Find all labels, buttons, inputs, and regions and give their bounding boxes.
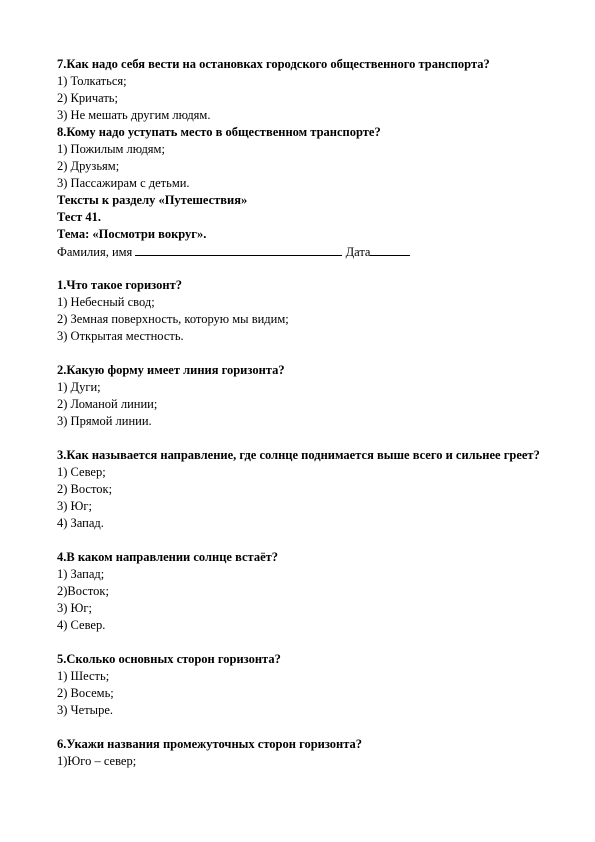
q6-option-1: 1)Юго – север; <box>57 754 137 768</box>
spacer <box>57 260 557 277</box>
q4-option-3: 3) Юг; <box>57 601 92 615</box>
q1-option-1: 1) Небесный свод; <box>57 295 155 309</box>
question-8: 8.Кому надо уступать место в общественном транспорте? <box>57 125 381 139</box>
question-7: 7.Как надо себя вести на остановках городского общественного транспорта? <box>57 57 490 71</box>
spacer <box>57 430 557 447</box>
q5-option-1: 1) Шесть; <box>57 669 110 683</box>
spacer <box>57 532 557 549</box>
q7-option-2: 2) Кричать; <box>57 91 118 105</box>
q4-option-4: 4) Север. <box>57 618 106 632</box>
worksheet-page <box>57 56 557 770</box>
q3-option-4: 4) Запад. <box>57 516 104 530</box>
date-field[interactable] <box>370 243 410 256</box>
q3-option-2: 2) Восток; <box>57 482 113 496</box>
q7-option-1: 1) Толкаться; <box>57 74 127 88</box>
name-date-row <box>57 243 557 260</box>
question-2: 2.Какую форму имеет линия горизонта? <box>57 363 285 377</box>
test-number: Тест 41. <box>57 210 102 224</box>
q5-option-3: 3) Четыре. <box>57 703 113 717</box>
q2-option-2: 2) Ломаной линии; <box>57 397 158 411</box>
question-3: 3.Как называется направление, где солнце поднимается выше всего и сильнее греет? <box>57 448 540 462</box>
question-1: 1.Что такое горизонт? <box>57 278 182 292</box>
question-4: 4.В каком направлении солнце встаёт? <box>57 550 279 564</box>
q4-option-1: 1) Запад; <box>57 567 105 581</box>
q2-option-1: 1) Дуги; <box>57 380 101 394</box>
q2-option-3: 3) Прямой линии. <box>57 414 152 428</box>
q8-option-2: 2) Друзьям; <box>57 159 120 173</box>
q8-option-3: 3) Пассажирам с детьми. <box>57 176 190 190</box>
q3-option-1: 1) Север; <box>57 465 106 479</box>
test-topic: Тема: «Посмотри вокруг». <box>57 227 207 241</box>
q1-option-3: 3) Открытая местность. <box>57 329 184 343</box>
spacer <box>57 719 557 736</box>
spacer <box>57 345 557 362</box>
question-5: 5.Сколько основных сторон горизонта? <box>57 652 281 666</box>
name-field[interactable] <box>135 243 342 256</box>
q3-option-3: 3) Юг; <box>57 499 92 513</box>
q5-option-2: 2) Восемь; <box>57 686 114 700</box>
question-6: 6.Укажи названия промежуточных сторон горизонта? <box>57 737 363 751</box>
section-heading: Тексты к разделу «Путешествия» <box>57 193 248 207</box>
date-label: Дата <box>345 245 371 259</box>
q8-option-1: 1) Пожилым людям; <box>57 142 165 156</box>
q4-option-2: 2)Восток; <box>57 584 109 598</box>
name-label: Фамилия, имя <box>57 245 133 259</box>
q1-option-2: 2) Земная поверхность, которую мы видим; <box>57 312 289 326</box>
q7-option-3: 3) Не мешать другим людям. <box>57 108 211 122</box>
spacer <box>57 634 557 651</box>
